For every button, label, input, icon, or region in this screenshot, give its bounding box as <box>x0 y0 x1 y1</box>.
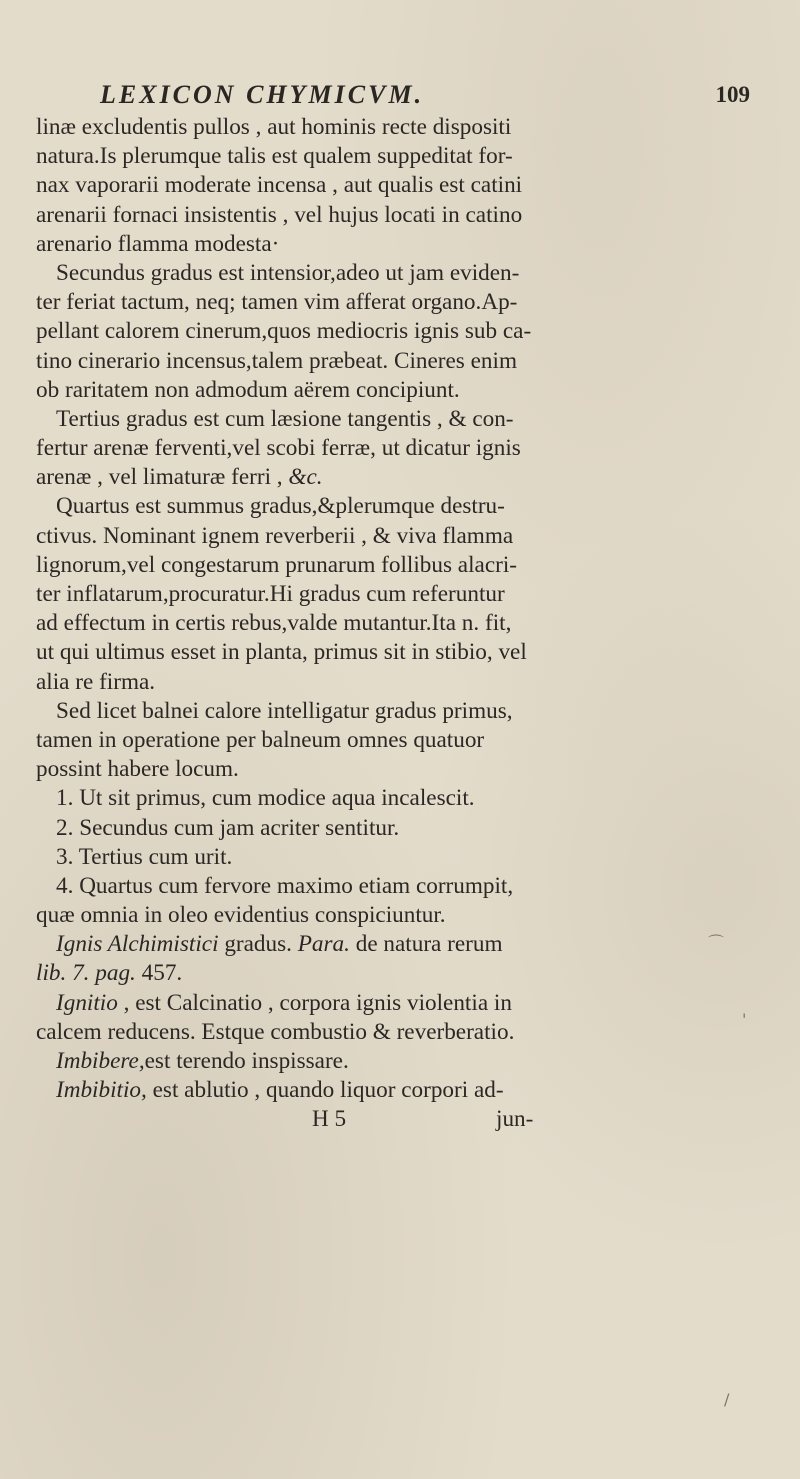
text-segment: arenario flamma modesta· <box>36 230 280 257</box>
text-line <box>36 930 766 959</box>
signature-mark: H 5 <box>312 1106 347 1133</box>
text-line <box>36 288 766 317</box>
text-line <box>36 201 766 230</box>
text-line <box>36 171 766 200</box>
text-line <box>36 784 766 813</box>
text-line <box>36 551 766 580</box>
text-line <box>36 405 766 434</box>
text-segment: nax vaporarii moderate incensa , aut qualis est catini <box>36 172 523 199</box>
text-line <box>36 259 766 288</box>
text-line <box>36 843 766 872</box>
text-line <box>36 697 766 726</box>
italic-text-segment: Imbibere, <box>56 1048 145 1074</box>
text-segment: 2. Secundus cum jam acriter sentitur. <box>56 814 400 841</box>
text-line <box>36 434 766 463</box>
text-segment: de natura rerum <box>349 931 503 958</box>
text-segment: calcem reducens. Estque combustio & reverberatio. <box>36 1018 515 1045</box>
text-line <box>36 317 766 346</box>
catchword: jun- <box>496 1106 534 1133</box>
text-segment: 457. <box>135 960 183 987</box>
text-line <box>36 814 766 843</box>
text-line <box>36 113 766 142</box>
italic-text-segment: Ignitio <box>56 989 118 1016</box>
text-segment: pellant calorem cinerum,quos mediocris ignis sub ca- <box>36 318 532 345</box>
page-footer <box>36 1105 766 1134</box>
text-segment: arenarii fornaci insistentis , vel hujus locati in catino <box>36 201 523 228</box>
text-segment: 4. Quartus cum fervore maximo etiam corrumpit, <box>56 872 514 899</box>
text-segment: 1. Ut sit primus, cum modice aqua incalescit. <box>56 785 475 812</box>
text-segment: lignorum,vel congestarum prunarum follibus alacri- <box>36 551 518 578</box>
text-line <box>36 872 766 901</box>
text-segment: ut qui ultimus esset in planta, primus sit in stibio, vel <box>36 639 527 666</box>
text-line <box>36 492 766 521</box>
ink-speck-mark: / <box>724 1390 730 1409</box>
text-line <box>36 522 766 551</box>
text-segment: alia re firma. <box>36 668 156 695</box>
text-segment: 3. Tertius cum urit. <box>56 843 233 870</box>
text-line <box>36 755 766 784</box>
text-segment: Secundus gradus est intensior,adeo ut jam eviden- <box>56 259 520 286</box>
ink-speck-mark: ' <box>742 1010 747 1029</box>
text-segment: arenæ , vel limaturæ ferri , <box>36 464 289 491</box>
ink-smudge-mark: ⌒ <box>708 933 725 952</box>
text-segment: Sed licet balnei calore intelligatur gradus primus, <box>56 697 513 724</box>
text-line <box>36 463 766 492</box>
italic-text-segment: &c. <box>288 464 323 491</box>
page-number: 109 <box>715 82 750 107</box>
text-segment: ter feriat tactum, neq; tamen vim afferat organo.Ap- <box>36 289 518 316</box>
text-line <box>36 376 766 405</box>
text-segment: quæ omnia in oleo evidentius conspiciuntur. <box>36 902 446 929</box>
text-segment: ad effectum in certis rebus,valde mutantur.Ita n. fit, <box>36 610 512 637</box>
text-line <box>36 989 766 1018</box>
text-line <box>36 230 766 259</box>
text-segment: tamen in operatione per balneum omnes quatuor <box>36 726 485 753</box>
running-head: LEXICON CHYMICVM. <box>100 80 425 109</box>
text-line <box>36 347 766 376</box>
text-segment: Tertius gradus est cum læsione tangentis , & con- <box>56 405 514 432</box>
italic-text-segment: Imbibitio, <box>56 1077 147 1104</box>
text-line <box>36 609 766 638</box>
text-segment: linæ excludentis pullos , aut hominis recte dispositi <box>36 114 512 140</box>
text-line <box>36 142 766 171</box>
text-line <box>36 901 766 930</box>
text-segment: fertur arenæ ferventi,vel scobi ferræ, ut dicatur ignis <box>36 435 521 462</box>
text-line <box>36 1076 766 1105</box>
text-segment: Quartus est summus gradus,&plerumque destru- <box>56 493 505 520</box>
text-segment: ter inflatarum,procuratur.Hi gradus cum referuntur <box>36 581 505 607</box>
text-line <box>36 726 766 755</box>
text-segment: ob raritatem non admodum aërem concipiunt. <box>36 376 460 403</box>
italic-text-segment: Ignis Alchimistici <box>56 931 219 958</box>
text-segment: , est Calcinatio , corpora ignis violentia in <box>117 989 512 1016</box>
body-text <box>36 113 766 1135</box>
text-line <box>36 1018 766 1047</box>
italic-text-segment: lib. 7. pag. <box>36 960 136 987</box>
text-segment: est terendo inspissare. <box>144 1048 349 1074</box>
text-segment: ctivus. Nominant ignem reverberii , & viva flamma <box>36 522 514 549</box>
text-segment: gradus. <box>218 931 298 958</box>
text-segment: natura.Is plerumque talis est qualem suppeditat for- <box>36 143 513 170</box>
text-line <box>36 668 766 697</box>
text-line <box>36 580 766 609</box>
text-line <box>36 1047 766 1076</box>
text-segment: est ablutio , quando liquor corpori ad- <box>146 1077 504 1104</box>
italic-text-segment: Para. <box>297 931 350 958</box>
text-segment: tino cinerario incensus,talem præbeat. Cineres enim <box>36 347 517 374</box>
text-line <box>36 959 766 988</box>
text-line <box>36 638 766 667</box>
text-segment: possint habere locum. <box>36 756 239 783</box>
